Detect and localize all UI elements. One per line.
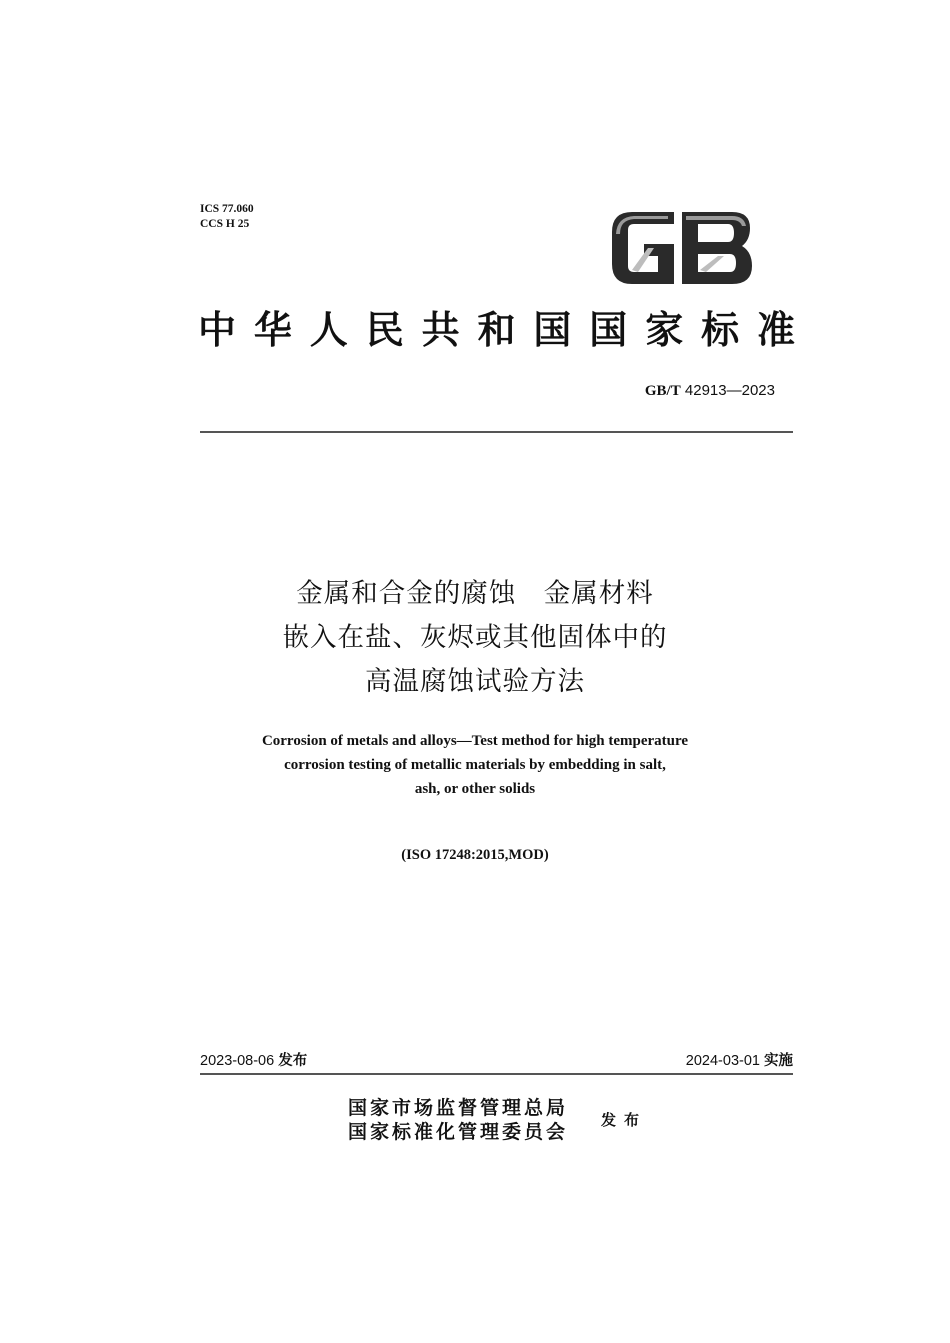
issue-label: 发布 xyxy=(278,1053,308,1069)
header-divider xyxy=(200,431,793,433)
implement-label: 实施 xyxy=(764,1053,793,1069)
standard-code: 42913—2023 xyxy=(684,382,775,399)
standard-prefix: GB/T xyxy=(644,383,681,399)
publish-label: 发布 xyxy=(601,1111,648,1129)
issue-date-block xyxy=(200,1051,307,1071)
english-title-line-2: corrosion testing of metallic materials by embedding in salt, xyxy=(284,757,666,773)
issuer-sac: 国家标准化管理委员会 xyxy=(348,1121,569,1143)
logo-letter-b xyxy=(682,212,752,284)
implement-date: 2024-03-01 xyxy=(685,1053,760,1069)
chinese-title xyxy=(150,572,800,704)
logo-letter-g xyxy=(612,212,674,284)
english-title-line-1: Corrosion of metals and alloys—Test method for high temperature xyxy=(261,733,689,749)
ccs-code: CCS H 25 xyxy=(200,218,250,230)
iso-reference: (ISO 17248:2015,MOD) xyxy=(401,847,549,863)
gb-standard-logo-icon xyxy=(610,210,754,286)
chinese-title-line-1: 金属和合金的腐蚀 金属材料 xyxy=(296,578,654,609)
ics-code: ICS 77.060 xyxy=(200,203,254,215)
national-standard-title: 中华人民共和国国家标准 xyxy=(198,307,795,352)
english-title-line-3: ash, or other solids xyxy=(414,781,536,797)
chinese-title-line-2: 嵌入在盐、灰烬或其他固体中的 xyxy=(282,622,668,653)
date-row xyxy=(200,1051,793,1071)
classification-codes xyxy=(200,202,254,232)
footer-divider xyxy=(200,1073,793,1075)
implement-date-block xyxy=(686,1051,793,1071)
issuer-samr: 国家市场监督管理总局 xyxy=(348,1097,569,1119)
issuing-authorities xyxy=(348,1096,568,1144)
standard-number xyxy=(645,382,775,400)
chinese-title-line-3: 高温腐蚀试验方法 xyxy=(365,666,585,697)
issue-date: 2023-08-06 xyxy=(200,1053,275,1069)
english-title xyxy=(150,729,800,801)
